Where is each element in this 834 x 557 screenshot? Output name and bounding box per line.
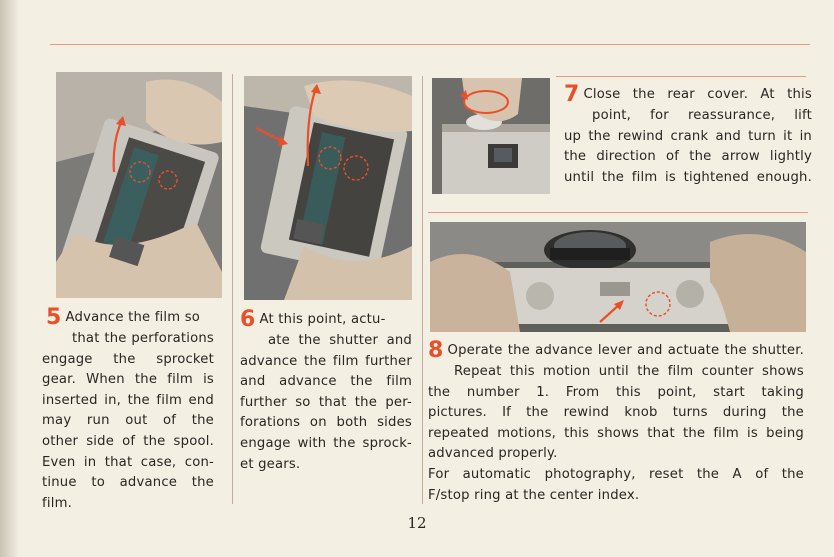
dashed-circle-icon [244,76,412,300]
red-arrow-icon [432,78,550,194]
step-7-line: the direction of the arrow lightly [564,149,812,165]
step-6-line: forations on both sides [240,415,412,431]
step-7-line: point, for reassurance, lift [592,108,812,123]
step-5-line: that the perforations [72,331,214,346]
step-6-line: further so that the per- [240,394,412,410]
step-7-line: until the film is tightened enough. [564,169,812,185]
column-rule-1 [232,74,233,504]
top-rule [50,44,810,45]
step-6-line: advance the film further [240,353,412,369]
photo-step-6 [244,76,412,300]
step-8-line: Operate the advance lever and actuate the shutter. [447,343,804,358]
photo-step-8 [430,222,806,332]
step-6-line: et gears. [240,456,301,472]
step-8-line: repeated motions, this shows that the film is being [428,425,804,441]
step8-rule [428,212,808,213]
step-6-line: At this point, actu- [259,312,386,327]
step7-rule [556,76,806,77]
step-5-line: Advance the film so [65,310,201,325]
step-6-line: engage with the sprock- [240,435,412,451]
step-5-line: inserted in, the film end [42,392,214,408]
step-7-line: up the rewind crank and turn it in [564,128,812,144]
photo-step-5 [56,72,222,298]
step-8-text [428,340,804,506]
step-5-number: 5 [46,305,62,330]
step-5-line: gear. When the film is [42,372,214,388]
step-8-line: Repeat this motion until the film counter shows [454,364,804,379]
step-7-text [564,84,812,188]
step-6-text [240,309,412,475]
step-7-line: Close the rear cover. At this [583,87,812,102]
step-5-line: Even in that case, con- [42,454,214,470]
step-5-text [42,307,214,514]
page-spine [0,0,20,557]
column-rule-2 [422,76,423,504]
photo-step-7 [432,78,550,194]
step-5-line: engage the sprocket [42,351,214,367]
step-8-line: For automatic photography, reset the A of the [428,466,804,482]
dashed-circle-icon [56,72,222,298]
step-8-line: F/stop ring at the center index. [428,487,640,503]
step-8-number: 8 [428,338,444,363]
page-number: 12 [407,514,427,532]
step-5-line: film. [42,495,73,511]
step-6-line: and advance the film [240,374,412,390]
step-5-line: may run out of the [42,413,214,429]
step-6-number: 6 [240,307,256,332]
dashed-circle-icon [430,222,806,332]
step-5-line: other side of the spool. [42,433,214,449]
step-6-line: ate the shutter and [268,333,412,348]
step-5-line: tinue to advance the [42,475,214,491]
step-7-number: 7 [564,82,580,107]
step-8-line: advanced properly. [428,446,558,462]
step-8-line: pictures. If the rewind knob turns during the [428,405,804,421]
step-8-line: the number 1. From this point, start taking [428,384,804,400]
